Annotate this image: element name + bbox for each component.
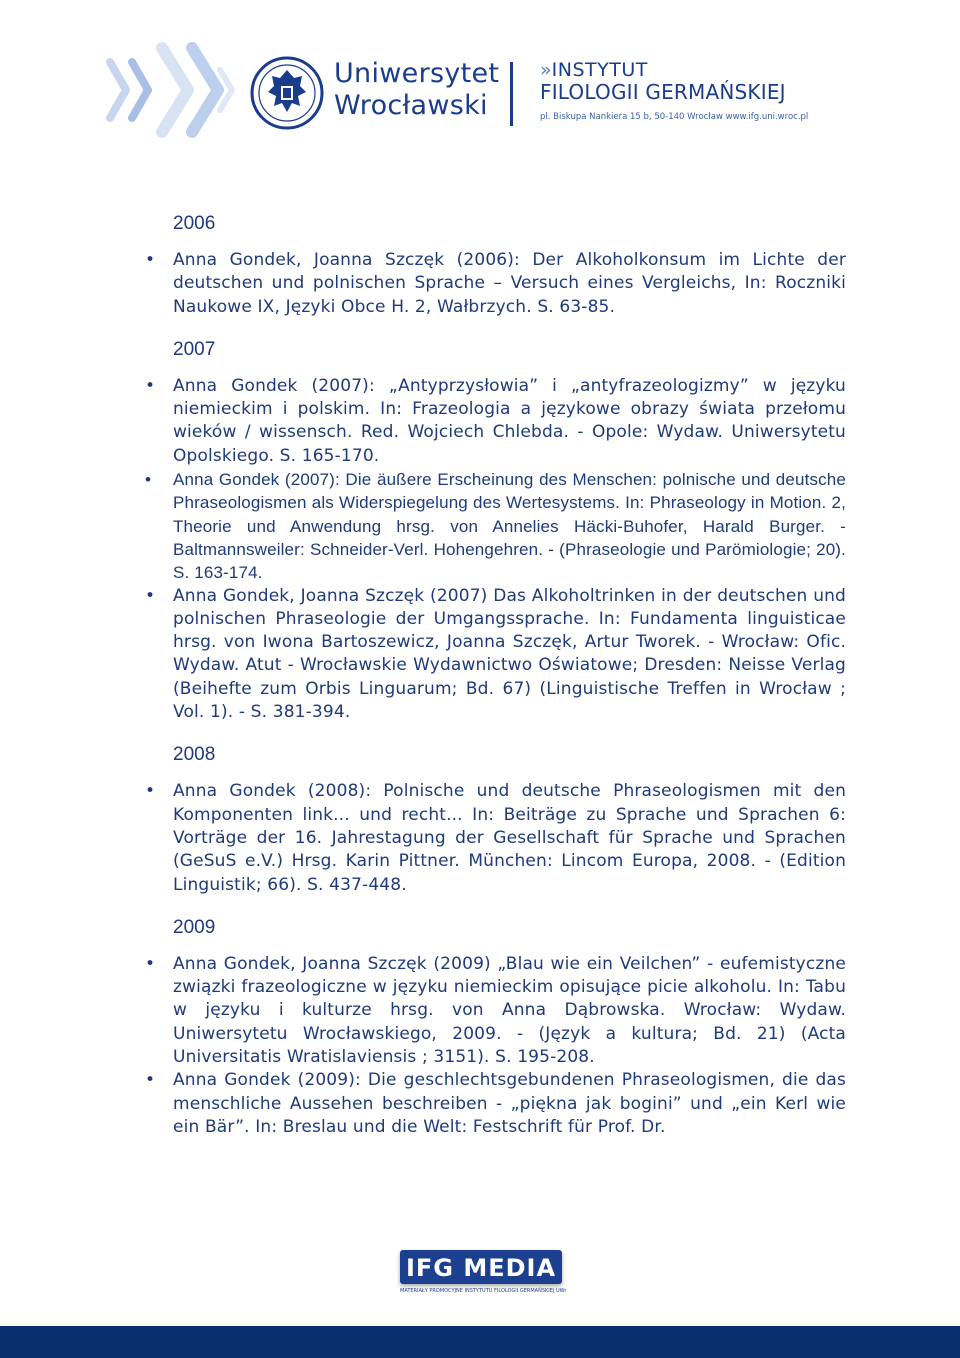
ifg-media-badge [400,1250,562,1284]
publication-entry: • Anna Gondek, Joanna Szczęk (2006): Der Alkoholkonsum im Lichte der deutschen und polnischen Sprache – Versuch eines Vergleichs, In: Roczniki Naukowe IX, Języki Obce H. 2, Wałbrzych. S. 63-85. [173,249,846,319]
university-name [334,58,499,122]
year-heading-2007: 2007 [173,338,216,360]
year-heading-2008: 2008 [173,744,216,766]
publication-entry: • Anna Gondek (2007): Die äußere Erscheinung des Menschen: polnische und deutsche Phraseologismen als Widerspiegelung des Wertesystems. In: Phraseology in Motion. 2, Theorie und Anwendung hrsg. von Annelies Häcki-Buhofer, Harald Burger. - Baltmannsweiler: Schneider-Verl. Hohengehren. - (Phraseologie und Parömiologie; 20). S. 163-174. [173,468,846,584]
year-heading-2009: 2009 [173,916,216,938]
entries-2008 [173,780,846,896]
footer-bar [0,1326,960,1358]
publication-entry: • Anna Gondek, Joanna Szczęk (2007) Das Alkoholtrinken in der deutschen und polnischen Phraseologie der Umgangssprache. In: Fundamenta linguisticae hrsg. von Iwona Bartoszewicz, Joanna Szczęk, Artur Tworek. - Wrocław: Ofic. Wydaw. Atut - Wrocławskie Wydawnictwo Oświatowe; Dresden: Neisse Verlag (Beihefte zum Orbis Linguarum; Bd. 67) (Linguistische Treffen in Wrocław ; Vol. 1). - S. 381-394. [173,585,846,725]
chevron-arrows-icon [100,40,250,140]
publication-list [173,212,846,1139]
double-chevron-icon: » [540,59,550,81]
publication-entry: • Anna Gondek (2009): Die geschlechtsgebundenen Phraseologismen, die das menschliche Aussehen beschreiben - „piękna jak bogini” und „ein Kerl wie ein Bär”. In: Breslau und die Welt: Festschrift für Prof. Dr. [173,1069,846,1139]
institute-logo [540,60,808,124]
institute-name-line2: FILOLOGII GERMAŃSKIEJ [540,80,786,104]
ifg-media-logo-text: IFG MEDIA [405,1254,557,1282]
publication-entry: • Anna Gondek (2008): Polnische und deutsche Phraseologismen mit den Komponenten link... und recht... In: Beiträge zu Sprache und Sprachen 6: Vorträge der 16. Jahrestagung der Gesellschaft für Sprache und Sprachen (GeSuS e.V.) Hrsg. Karin Pittner. München: Lincom Europa, 2008. - (Edition Linguistik; 66). S. 437-448. [173,780,846,896]
institute-name-line1: INSTYTUT [551,59,648,81]
university-name-line2: Wrocławski [334,90,488,121]
ifg-media-tagline: MATERIAŁY PROMOCYJNE INSTYTUTU FILOLOGII GERMAŃSKIEJ UWr [400,1288,567,1294]
page-header [0,0,960,170]
entries-2006 [173,249,846,319]
entries-2009 [173,953,846,1139]
publication-entry: • Anna Gondek (2007): „Antyprzysłowia” i „antyfrazeologizmy” w języku niemieckim i polskim. In: Frazeologia a językowe obrazy świata przełomu wieków / wissensch. Red. Wojciech Chlebda. - Opole: Wydaw. Uniwersytetu Opolskiego. S. 165-170. [173,375,846,468]
publication-entry: • Anna Gondek, Joanna Szczęk (2009) „Blau wie ein Veilchen” - eufemistyczne związki frazeologiczne w języku niemieckim opisujące picie alkoholu. In: Tabu w języku i kulturze hrsg. von Anna Dąbrowska. Wrocław: Wydaw. Uniwersytetu Wrocławskiego, 2009. - (Język a kultura; Bd. 21) (Acta Universitatis Wratislaviensis ; 3151). S. 195-208. [173,953,846,1069]
entries-2007 [173,375,846,724]
year-heading-2006: 2006 [173,213,216,234]
ifg-media-logo [400,1250,567,1300]
university-name-line1: Uniwersytet [334,58,500,89]
university-seal-icon [250,56,324,130]
header-divider [510,62,513,126]
institute-address: pl. Biskupa Nankiera 15 b, 50-140 Wrocław www.ifg.uni.wroc.pl [540,112,809,122]
